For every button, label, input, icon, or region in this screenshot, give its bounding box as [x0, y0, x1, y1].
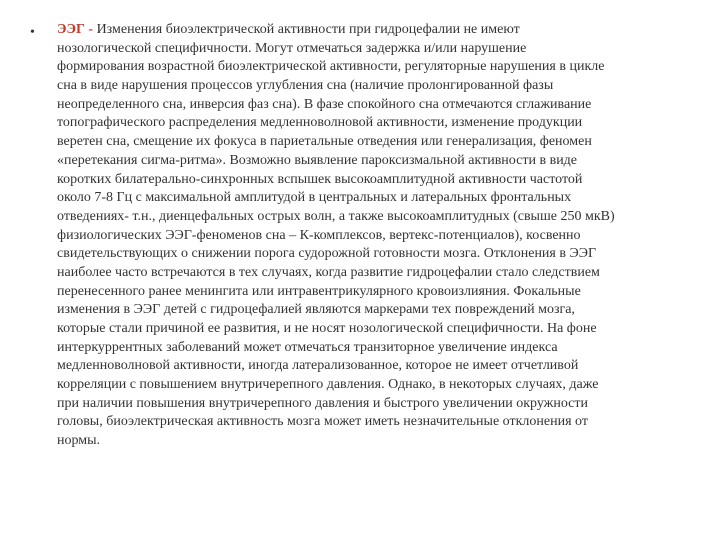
- paragraph-line: медленноволновой активности, иногда латерализованное, которое не имеет отчетливой: [57, 358, 579, 374]
- paragraph-line: головы, биоэлектрическая активность мозга может иметь незначительные отклонения от: [57, 414, 588, 430]
- paragraph-line: веретен сна, смещение их фокуса в париетальные отведения или генерализация, феномен: [57, 134, 592, 150]
- paragraph-line: при наличии повышения внутричерепного давления и быстрого увеличении окружности: [57, 395, 589, 411]
- paragraph-line: топографического распределения медленноволновой активности, изменение продукции: [57, 115, 583, 131]
- paragraph-line: сна в виде нарушения процессов углубления сна (наличие пролонгированной фазы: [57, 78, 554, 94]
- paragraph-line: неопределенного сна, инверсия фаз сна). В фазе спокойного сна отмечаются сглаживание: [57, 96, 592, 112]
- paragraph-line: «перетекания сигма-ритма». Возможно выявление пароксизмальной активности в виде: [57, 152, 578, 168]
- paragraph-line: нормы.: [57, 433, 101, 449]
- paragraph-line: формирования возрастной биоэлектрической активности, регуляторные нарушения в цикле: [57, 59, 605, 75]
- paragraph-line: перенесенного ранее менингита или интравентрикулярного кровоизлияния. Фокальные: [57, 283, 581, 299]
- paragraph-line: около 7-8 Гц с максимальной амплитудой в центральных и латеральных фронтальных: [57, 190, 572, 206]
- eeg-paragraph: [57, 21, 705, 451]
- paragraph-line: свидетельствующих о снижении порога судорожной готовности мозга. Отклонения в ЭЭГ: [57, 246, 597, 262]
- paragraph-line: наиболее часто встречаются в тех случаях, когда развитие гидроцефалии стало следствием: [57, 264, 600, 280]
- paragraph-line: коротких билатерально-синхронных вспышек высокоамплитудной активности частотой: [57, 171, 583, 187]
- bullet-marker: •: [30, 25, 35, 40]
- paragraph-line: отведениях- т.н., диенцефальных острых волн, а также высокоамплитудных (свыше 250 мкВ): [57, 208, 615, 224]
- paragraph-line-text: Изменения биоэлектрической активности при гидроцефалии не имеют: [93, 22, 520, 37]
- lead-term: ЭЭГ -: [57, 22, 94, 37]
- paragraph-line: интеркуррентных заболеваний может отмечаться транзиторное увеличение индекса: [57, 339, 558, 355]
- paragraph-line: корреляции с повышением внутричерепного давления. Однако, в некоторых случаях, даже: [57, 377, 599, 393]
- paragraph-line: изменения в ЭЭГ детей с гидроцефалией являются маркерами тех повреждений мозга,: [57, 302, 575, 318]
- paragraph-line: [57, 21, 705, 40]
- paragraph-line: физиологических ЭЭГ-феноменов сна – К-комплексов, вертекс-потенциалов), косвенно: [57, 227, 581, 243]
- paragraph-line: которые стали причиной ее развития, и не носят нозологической специфичности. На фоне: [57, 321, 597, 336]
- paragraph-line: нозологической специфичности. Могут отмечаться задержка и/или нарушение: [57, 40, 527, 56]
